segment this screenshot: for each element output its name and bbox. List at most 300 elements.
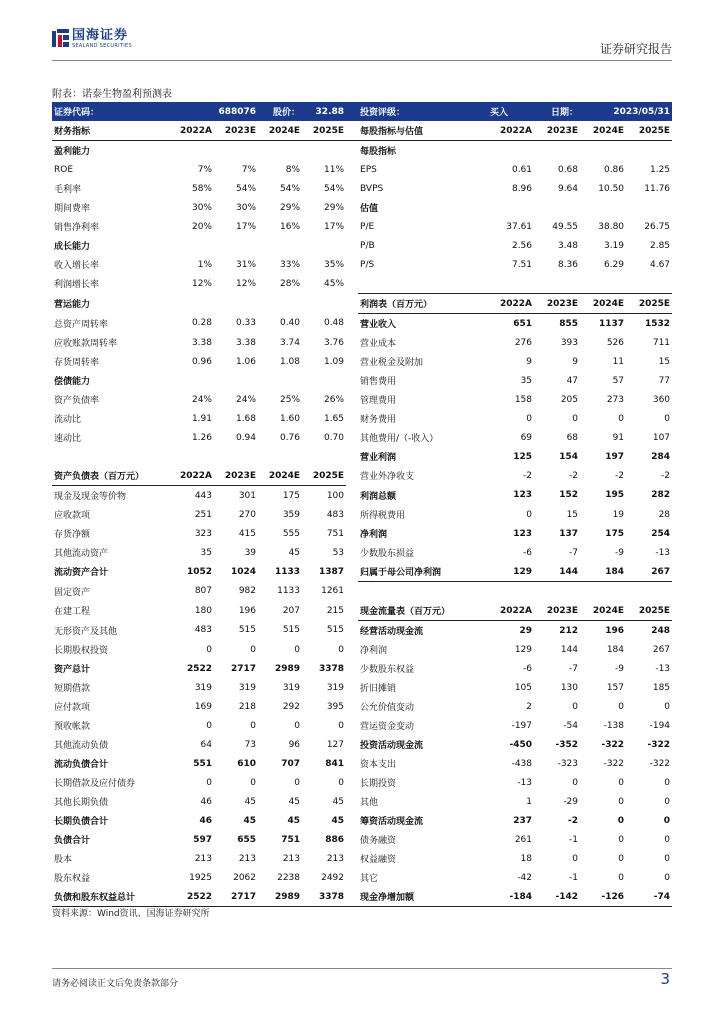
r-cell: 0.86 — [603, 164, 625, 175]
l-cell: 515 — [282, 625, 301, 636]
l-cell: 1133 — [274, 566, 301, 577]
l-cell — [170, 371, 214, 390]
r-cell: 2023E — [534, 121, 580, 141]
l-cell: 886 — [325, 834, 345, 845]
l-cell: 54% — [324, 183, 345, 194]
l-row-label: 长期负债合计 — [54, 817, 109, 827]
r-cell: 267 — [652, 644, 671, 655]
r-row-label: 管理费用 — [360, 396, 397, 406]
l-row-label: 存货周转率 — [54, 358, 100, 368]
l-cell: 39 — [244, 547, 257, 558]
l-row-label: 资产负债率 — [54, 396, 100, 406]
l-cell: 2023E — [214, 466, 258, 486]
r-cell: 855 — [559, 318, 579, 329]
l-cell — [214, 236, 258, 255]
r-cell: -322 — [649, 758, 671, 769]
table-row — [52, 236, 672, 255]
table-row — [52, 179, 672, 198]
l-cell: 0 — [206, 777, 212, 788]
r-cell: 129 — [514, 644, 533, 655]
r-cell: -322 — [647, 739, 671, 750]
table-row — [52, 352, 672, 371]
r-cell: -7 — [569, 663, 579, 674]
l-row-label: 应收款项 — [54, 511, 91, 521]
l-row-label: 长期股权投资 — [54, 646, 109, 656]
table-row — [52, 811, 672, 830]
r-row-label: 经营活动现金流 — [360, 627, 424, 637]
l-cell: 213 — [326, 853, 345, 864]
column-gap — [346, 811, 358, 830]
r-cell: 26.75 — [644, 221, 671, 232]
l-row-label: 负债合计 — [54, 836, 91, 846]
l-cell: 1.06 — [235, 356, 257, 367]
column-gap — [346, 716, 358, 735]
r-row-label: 资本支出 — [360, 760, 397, 770]
r-row-label: 营业收入 — [360, 320, 397, 330]
table-row — [52, 868, 672, 887]
r-cell: 19 — [612, 509, 625, 520]
r-cell: 11.76 — [644, 183, 671, 194]
l-row-label: 在建工程 — [54, 607, 91, 618]
table-row — [52, 333, 672, 352]
l-cell: 33% — [280, 259, 301, 270]
r-row-label: 估值 — [360, 204, 379, 214]
r-cell: 28 — [658, 509, 671, 520]
l-cell: 1133 — [277, 586, 301, 597]
l-cell: 16% — [280, 221, 301, 232]
table-row — [52, 524, 672, 543]
r-cell: 0 — [618, 834, 625, 845]
table-row — [52, 601, 672, 621]
r-cell: 15 — [566, 509, 579, 520]
l-row-label: 短期借款 — [54, 684, 91, 694]
l-cell: 0.48 — [323, 318, 345, 329]
l-cell — [302, 371, 346, 390]
r-cell — [626, 141, 672, 161]
column-gap — [346, 678, 358, 697]
r-cell: 107 — [652, 432, 671, 443]
r-cell: 2025E — [626, 601, 672, 621]
r-cell: 0 — [618, 701, 625, 712]
r-cell: -352 — [555, 739, 579, 750]
r-cell — [488, 274, 534, 294]
l-cell: 0 — [206, 720, 212, 731]
l-row-label: 总资产周转率 — [54, 319, 109, 330]
l-cell: 29% — [280, 202, 301, 213]
r-row-label: 折旧摊销 — [360, 684, 397, 694]
l-row-label: 期间费率 — [54, 204, 91, 214]
l-cell — [170, 141, 214, 161]
column-gap — [346, 621, 358, 641]
r-row-label: 所得税费用 — [360, 511, 406, 521]
r-cell: 49.55 — [552, 221, 579, 232]
r-cell: 158 — [514, 394, 533, 405]
table-row — [52, 217, 672, 236]
r-cell — [626, 582, 672, 602]
l-cell: 54% — [280, 183, 301, 194]
l-cell: 301 — [238, 490, 257, 501]
column-gap — [346, 562, 358, 582]
column-gap — [346, 697, 358, 716]
r-cell: -322 — [601, 739, 625, 750]
l-cell: 28% — [280, 278, 301, 289]
r-row-label: 筹资活动现金流 — [360, 817, 424, 827]
l-cell: 319 — [282, 682, 301, 693]
r-cell: -1 — [569, 872, 579, 883]
r-cell: 57 — [612, 375, 625, 386]
r-cell: 2022A — [488, 294, 534, 314]
r-cell — [626, 274, 672, 294]
r-cell: 154 — [559, 451, 579, 462]
l-cell: 3.76 — [323, 337, 345, 348]
l-cell: 270 — [238, 509, 257, 520]
l-row-label: 流动资产合计 — [54, 568, 109, 579]
r-row-label: 少数股东损益 — [360, 549, 415, 559]
r-cell: 185 — [652, 682, 671, 693]
r-cell: 0 — [617, 815, 625, 826]
r-cell: -13 — [655, 663, 671, 674]
l-cell: 7% — [197, 164, 212, 175]
r-cell: 144 — [560, 644, 579, 655]
l-row-label: 其他流动负债 — [54, 741, 109, 751]
r-row-label: 利润总额 — [360, 491, 397, 502]
l-cell: 45 — [288, 547, 301, 558]
column-gap — [346, 640, 358, 659]
l-cell: 292 — [282, 701, 301, 712]
l-cell — [258, 141, 302, 161]
r-cell: -6 — [523, 547, 533, 558]
l-row-label: 营运能力 — [54, 300, 91, 310]
r-cell: -138 — [603, 720, 625, 731]
r-cell: 393 — [560, 337, 579, 348]
r-row-label: 营业税金及附加 — [360, 358, 424, 368]
r-row-label: 投资活动现金流 — [360, 741, 424, 751]
rating-value: 买入 — [488, 102, 534, 121]
l-cell: 0 — [206, 644, 212, 655]
r-row-label — [358, 274, 488, 294]
l-cell: 30% — [236, 202, 257, 213]
r-row-label: 营业利润 — [360, 453, 397, 463]
l-cell: 218 — [238, 701, 257, 712]
l-cell: 1925 — [189, 872, 212, 883]
r-cell: 2.56 — [511, 240, 533, 251]
logo-english-name: SEALAND SECURITIES — [72, 43, 132, 49]
r-cell: 77 — [658, 375, 671, 386]
l-cell: 751 — [326, 528, 345, 539]
l-cell: 2062 — [233, 872, 257, 883]
table-row — [52, 505, 672, 524]
r-cell — [580, 198, 626, 217]
column-gap — [346, 428, 358, 447]
l-cell — [258, 371, 302, 390]
l-cell: 707 — [281, 758, 301, 769]
table-row — [52, 486, 672, 506]
l-cell: 323 — [194, 528, 212, 539]
l-cell: 555 — [282, 528, 301, 539]
table-row — [52, 640, 672, 659]
l-cell: 215 — [326, 605, 345, 616]
l-cell: 597 — [193, 834, 212, 845]
table-row — [52, 371, 672, 390]
r-cell: -6 — [523, 663, 533, 674]
l-cell: 35 — [200, 547, 212, 558]
l-cell: 0 — [250, 644, 257, 655]
table-row — [52, 659, 672, 678]
info-bar — [52, 102, 672, 121]
r-cell: 129 — [488, 562, 534, 582]
l-cell: 2022A — [170, 121, 214, 141]
forecast-table — [52, 102, 672, 907]
l-cell: 655 — [237, 834, 257, 845]
table-row — [52, 678, 672, 697]
l-row-label: 速动比 — [54, 434, 82, 444]
logo-text — [72, 29, 132, 49]
column-gap — [346, 160, 358, 179]
l-cell: 515 — [326, 625, 345, 636]
r-cell: 0 — [664, 796, 671, 807]
r-cell: 0 — [572, 701, 579, 712]
r-cell: 0 — [664, 853, 671, 864]
table-row — [52, 121, 672, 141]
r-cell: 1.25 — [649, 164, 671, 175]
column-gap — [346, 543, 358, 562]
table-row — [52, 390, 672, 409]
r-cell: -450 — [509, 739, 533, 750]
table-row — [52, 830, 672, 849]
r-cell: 1 — [526, 796, 533, 807]
l-cell: 46 — [200, 796, 212, 807]
r-cell: 130 — [560, 682, 579, 693]
r-cell: 9.64 — [557, 183, 579, 194]
l-row-label: 现金及现金等价物 — [54, 492, 127, 502]
r-cell: 254 — [651, 528, 671, 539]
r-cell: 0.61 — [511, 164, 533, 175]
logo-chinese-name: 国海证券 — [72, 28, 129, 43]
l-cell: 2024E — [258, 466, 302, 486]
table-row — [52, 428, 672, 447]
r-cell: -2 — [569, 470, 579, 481]
l-row-label: 资产总计 — [54, 665, 91, 675]
column-gap — [346, 868, 358, 887]
l-cell: 213 — [282, 853, 301, 864]
l-cell — [214, 371, 258, 390]
l-cell: 319 — [326, 682, 345, 693]
l-cell: 1% — [197, 259, 212, 270]
table-row — [52, 773, 672, 792]
l-row-label: 销售净利率 — [54, 223, 100, 233]
r-cell: 6.29 — [603, 259, 625, 270]
r-cell: 1137 — [598, 318, 625, 329]
r-cell: 4.67 — [649, 259, 671, 270]
l-row-label: 利润增长率 — [54, 280, 100, 291]
l-cell: 25% — [280, 394, 301, 405]
l-cell — [258, 236, 302, 255]
r-cell: 69 — [520, 432, 533, 443]
r-cell: -7 — [569, 547, 579, 558]
l-cell: 2989 — [274, 663, 301, 674]
l-cell: 2025E — [302, 121, 346, 141]
table-row — [52, 887, 672, 907]
column-gap — [346, 735, 358, 754]
r-cell: 196 — [605, 625, 625, 636]
l-cell: 2989 — [258, 887, 302, 907]
l-cell: 213 — [194, 853, 212, 864]
r-cell: 9 — [572, 356, 579, 367]
header-divider — [52, 60, 672, 61]
r-cell: 282 — [651, 490, 671, 501]
column-gap — [346, 294, 358, 314]
l-cell: 8% — [285, 164, 301, 175]
l-cell: 982 — [238, 586, 257, 597]
table-title: 附表：诺泰生物盈利预测表 — [52, 89, 172, 100]
l-cell: 127 — [326, 739, 345, 750]
l-cell: 0.70 — [323, 432, 345, 443]
r-cell: 0 — [526, 509, 533, 520]
l-cell: 3.38 — [191, 337, 212, 348]
r-cell: 212 — [559, 625, 579, 636]
r-cell: -126 — [580, 887, 626, 907]
l-cell: 54% — [236, 183, 257, 194]
table-row — [52, 466, 672, 486]
column-gap — [346, 390, 358, 409]
r-cell: 0 — [664, 872, 671, 883]
table-row — [52, 314, 672, 334]
l-cell — [302, 236, 346, 255]
l-cell: 251 — [194, 509, 212, 520]
l-row-label: 资产负债表（百万元） — [52, 466, 170, 486]
r-cell: 526 — [606, 337, 625, 348]
r-cell: 237 — [513, 815, 533, 826]
l-cell: 2717 — [214, 887, 258, 907]
column-gap — [346, 849, 358, 868]
r-cell: 9 — [526, 356, 533, 367]
r-cell: 123 — [513, 490, 533, 501]
l-cell: 7% — [241, 164, 257, 175]
l-cell: 0 — [294, 644, 301, 655]
l-row-label: 其他长期负债 — [54, 798, 109, 808]
table-row — [52, 255, 672, 274]
company-logo — [52, 26, 132, 52]
l-cell: 3.74 — [279, 337, 301, 348]
l-cell: 1.65 — [323, 413, 345, 424]
column-gap — [346, 371, 358, 390]
r-cell: 0 — [572, 777, 579, 788]
l-cell — [170, 447, 214, 466]
r-cell — [488, 141, 534, 161]
r-row-label: P/B — [360, 240, 375, 251]
column-gap — [346, 333, 358, 352]
l-cell: 45 — [243, 815, 257, 826]
r-cell: 18 — [520, 853, 533, 864]
l-cell: 2522 — [170, 887, 214, 907]
column-gap — [346, 274, 358, 294]
r-row-label: 其他 — [360, 798, 379, 808]
r-cell: 2025E — [626, 294, 672, 314]
r-cell: 2023E — [534, 294, 580, 314]
r-cell: 651 — [513, 318, 533, 329]
r-cell: -9 — [615, 663, 625, 674]
r-row-label: 少数股东权益 — [360, 665, 415, 675]
r-cell: 3.19 — [603, 240, 625, 251]
stock-code: 688076 — [170, 102, 258, 121]
l-cell: 0.94 — [235, 432, 257, 443]
r-row-label: 公允价值变动 — [360, 703, 415, 713]
column-gap — [346, 773, 358, 792]
r-cell: 2.85 — [649, 240, 671, 251]
l-row-label: 无形资产及其他 — [54, 626, 118, 637]
r-cell: 2022A — [488, 601, 534, 621]
l-row-label: 长期借款及应付债券 — [54, 779, 136, 789]
r-cell: 137 — [559, 528, 579, 539]
r-row-label: 长期投资 — [360, 779, 397, 789]
l-cell: 45 — [244, 796, 257, 807]
r-cell: 0 — [618, 872, 625, 883]
l-row-label — [52, 447, 170, 466]
l-cell: 11% — [324, 164, 345, 175]
r-row-label: BVPS — [360, 183, 384, 194]
table-row — [52, 274, 672, 294]
r-cell — [534, 141, 580, 161]
l-cell: 1.91 — [191, 413, 212, 424]
r-cell: -54 — [563, 720, 579, 731]
l-cell: 58% — [191, 183, 212, 194]
l-cell: 483 — [326, 509, 345, 520]
column-gap — [346, 314, 358, 334]
r-cell: -29 — [563, 796, 579, 807]
r-cell: 2024E — [580, 294, 626, 314]
r-cell: 0 — [618, 777, 625, 788]
r-cell: 1532 — [644, 318, 671, 329]
r-cell: 184 — [580, 562, 626, 582]
r-cell: 0 — [663, 815, 671, 826]
r-cell: 123 — [513, 528, 533, 539]
r-cell: 0 — [618, 413, 625, 424]
r-cell: 3.48 — [557, 240, 579, 251]
l-row-label: 其他流动资产 — [54, 549, 109, 559]
table-row — [52, 198, 672, 217]
r-cell: 0 — [664, 701, 671, 712]
r-cell: 711 — [652, 337, 671, 348]
r-row-label: 现金流量表（百万元） — [358, 601, 488, 621]
l-row-label: 收入增长率 — [54, 261, 100, 271]
r-row-label: 销售费用 — [360, 377, 397, 387]
l-row-label: 存货净额 — [54, 530, 91, 540]
l-cell: 73 — [244, 739, 257, 750]
r-cell: 0 — [664, 777, 671, 788]
l-cell: 1.09 — [323, 356, 345, 367]
r-cell: -42 — [517, 872, 533, 883]
r-cell: 2023E — [534, 601, 580, 621]
r-cell: 0 — [572, 413, 579, 424]
l-row-label: 预收帐款 — [54, 722, 91, 732]
column-gap — [346, 754, 358, 773]
l-cell — [214, 447, 258, 466]
r-cell: -142 — [534, 887, 580, 907]
r-row-label: 现金净增加额 — [358, 887, 488, 907]
l-cell: 483 — [194, 625, 212, 636]
r-cell: 248 — [651, 625, 671, 636]
l-row-label: 偿债能力 — [54, 377, 91, 387]
column-gap — [346, 236, 358, 255]
l-cell: 31% — [236, 259, 257, 270]
l-cell: 1052 — [186, 566, 212, 577]
r-cell: -2 — [615, 470, 625, 481]
l-cell: 46 — [199, 815, 212, 826]
r-cell: 0 — [618, 853, 625, 864]
l-cell: 213 — [238, 853, 257, 864]
l-row-label: 固定资产 — [54, 587, 91, 598]
l-cell: 1024 — [230, 566, 257, 577]
